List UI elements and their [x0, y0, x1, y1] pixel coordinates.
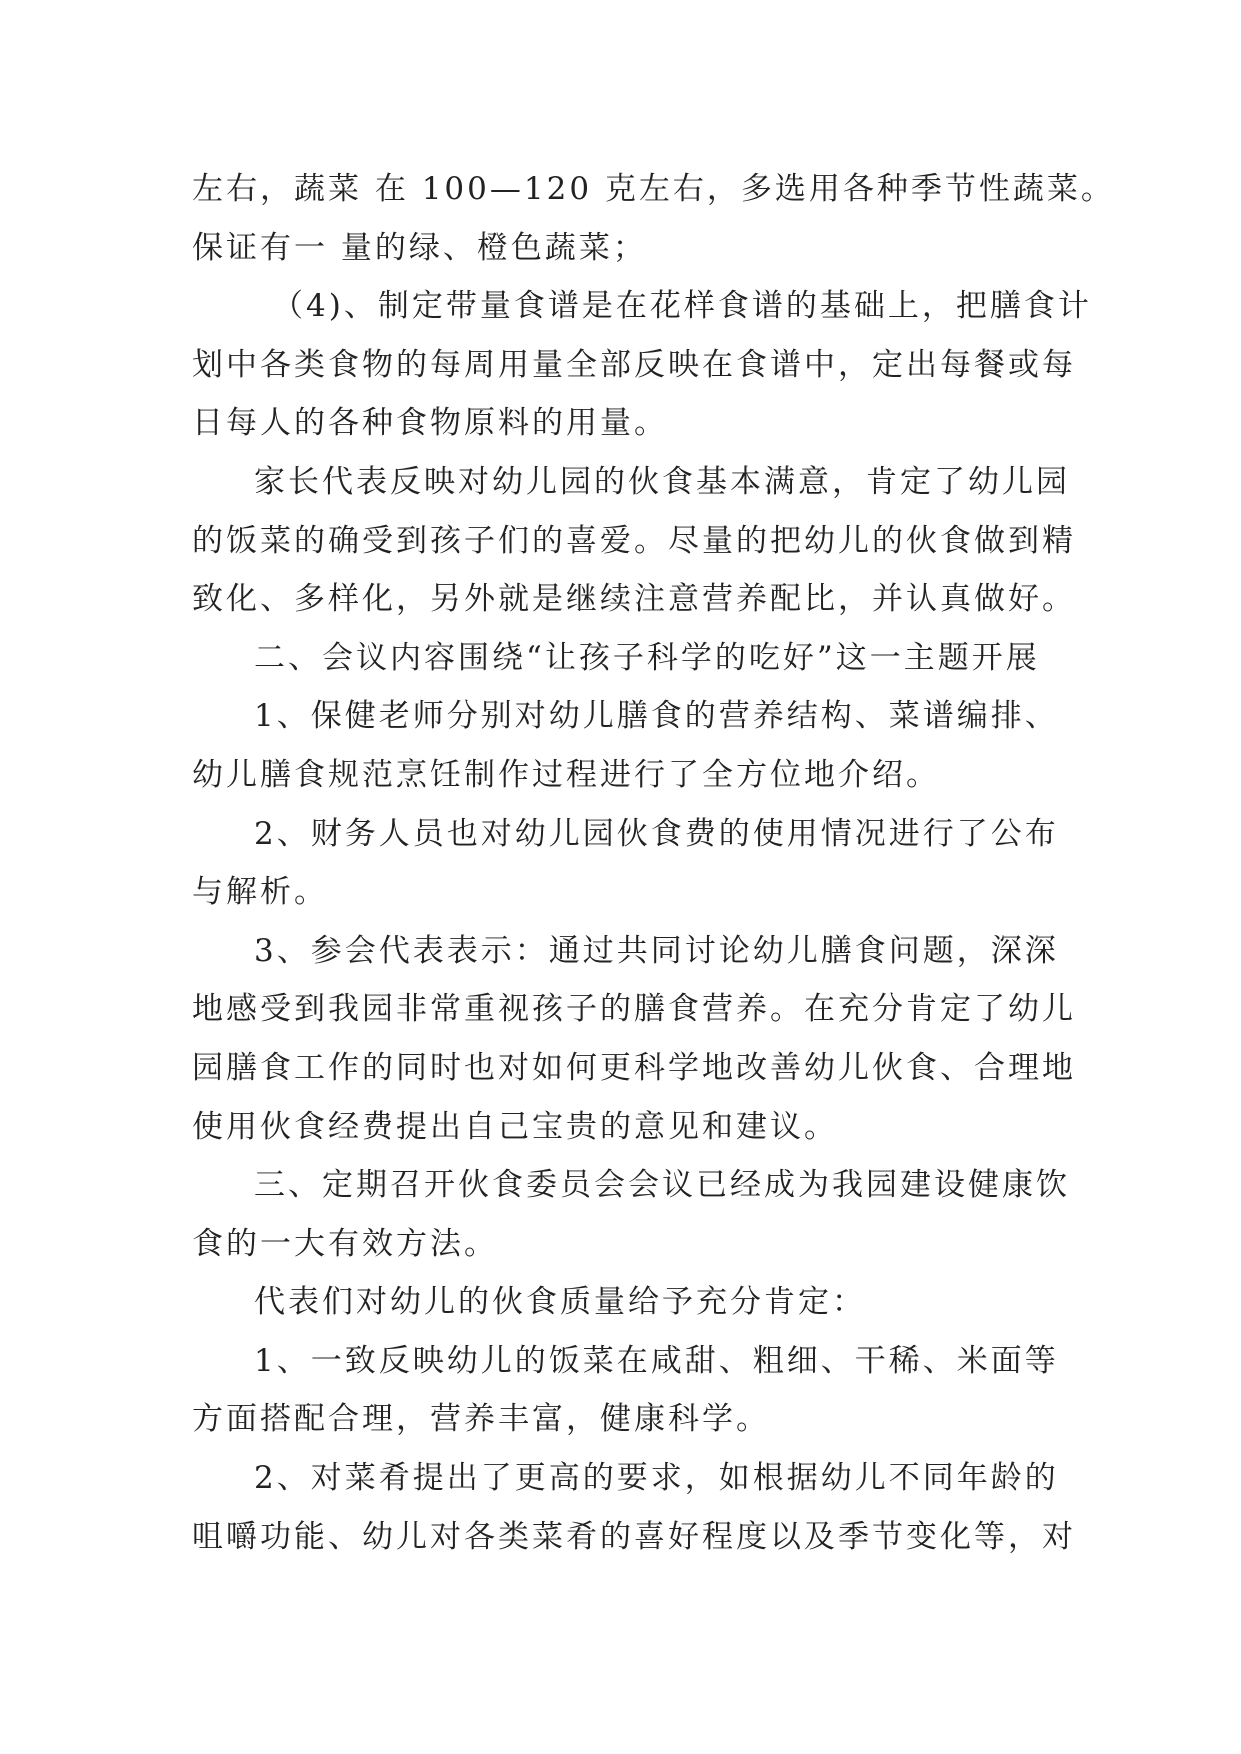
document-body [192, 160, 1115, 1566]
text-line: 幼儿膳食规范烹饪制作过程进行了全方位地介绍。 [192, 756, 940, 793]
text-line: 家长代表反映对幼儿园的伙食基本满意，肯定了幼儿园 [254, 463, 1070, 500]
text-line: 代表们对幼儿的伙食质量给予充分肯定： [254, 1284, 866, 1321]
text-line: 2、财务人员也对幼儿园伙食费的使用情况进行了公布 [254, 815, 1059, 852]
text-line: 使用伙食经费提出自己宝贵的意见和建议。 [192, 1108, 838, 1145]
text-line: 1、一致反映幼儿的饭菜在咸甜、粗细、干稀、米面等 [254, 1342, 1059, 1379]
text-line: 与解析。 [192, 874, 328, 911]
text-line: 地感受到我园非常重视孩子的膳食营养。在充分肯定了幼儿 [192, 991, 1076, 1028]
text-line: 保证有一 量的绿、橙色蔬菜； [192, 229, 647, 266]
text-line: 食的一大有效方法。 [192, 1225, 498, 1262]
text-line: 左右，蔬菜 在 100—120 克左右，多选用各种季节性蔬菜。 [192, 171, 1115, 207]
text-line: 3、参会代表表示：通过共同讨论幼儿膳食问题，深深 [254, 932, 1059, 969]
text-line: 咀嚼功能、幼儿对各类菜肴的喜好程度以及季节变化等，对 [192, 1518, 1076, 1555]
text-line: 日每人的各种食物原料的用量。 [192, 405, 668, 442]
text-line: 二、会议内容围绕“让孩子科学的吃好”这一主题开展 [254, 639, 1040, 676]
text-line: 三、定期召开伙食委员会会议已经成为我园建设健康饮 [254, 1167, 1070, 1204]
text-line: 2、对菜肴提出了更高的要求，如根据幼儿不同年龄的 [254, 1460, 1059, 1497]
text-line: 1、保健老师分别对幼儿膳食的营养结构、菜谱编排、 [254, 698, 1059, 735]
text-line: 划中各类食物的每周用量全部反映在食谱中，定出每餐或每 [192, 346, 1076, 383]
text-line: 的饭菜的确受到孩子们的喜爱。尽量的把幼儿的伙食做到精 [192, 522, 1076, 559]
text-line: （4)、制定带量食谱是在花样食谱的基础上，把膳食计 [272, 288, 1092, 325]
text-line: 园膳食工作的同时也对如何更科学地改善幼儿伙食、合理地 [192, 1049, 1076, 1086]
text-line: 方面搭配合理，营养丰富，健康科学。 [192, 1401, 770, 1438]
text-line: 致化、多样化，另外就是继续注意营养配比，并认真做好。 [192, 581, 1076, 618]
